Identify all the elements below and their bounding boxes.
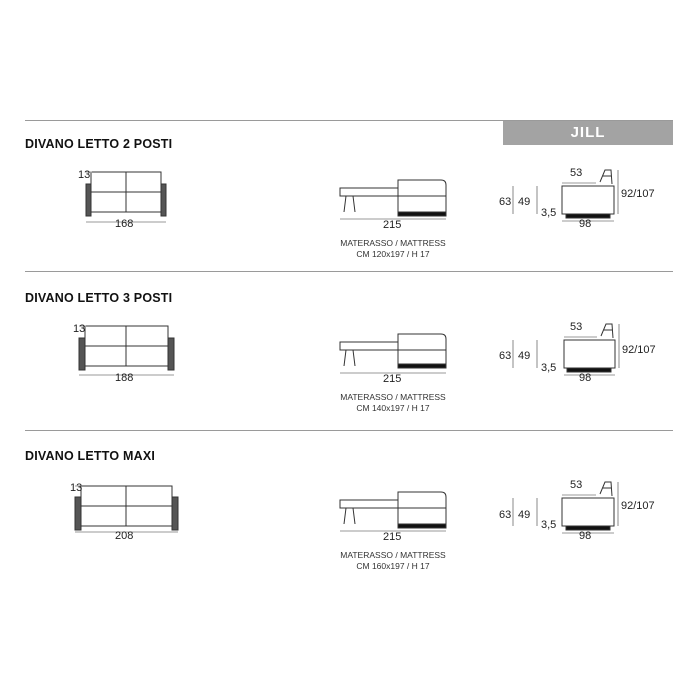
front-width-label: 208 xyxy=(115,530,134,542)
side-leg-label: 3,5 xyxy=(541,207,557,219)
sofa-open-side-view xyxy=(340,492,446,531)
front-width-label: 188 xyxy=(115,372,134,384)
side-depth-label: 98 xyxy=(579,218,592,230)
mattress-note xyxy=(328,392,458,414)
side-top-label: 53 xyxy=(570,321,583,333)
front-depth-label: 13 xyxy=(73,323,86,335)
side-depth-label: 98 xyxy=(579,530,592,542)
open-length-label: 215 xyxy=(383,373,402,385)
side-top-label: 53 xyxy=(570,167,583,179)
mattress-label: MATERASSO / MATTRESS xyxy=(340,392,446,402)
section-title: DIVANO LETTO 2 POSTI xyxy=(25,137,173,151)
side-headrest-label: 92/107 xyxy=(621,188,655,200)
sofa-open-side-view xyxy=(340,180,446,219)
side-seat-label: 49 xyxy=(518,196,531,208)
side-headrest-label: 92/107 xyxy=(622,344,656,356)
sofa-front-view xyxy=(75,486,178,532)
open-length-label: 215 xyxy=(383,219,402,231)
side-leg-label: 3,5 xyxy=(541,362,557,374)
mattress-size: CM 160x197 / H 17 xyxy=(356,561,430,571)
side-seat-label: 49 xyxy=(518,350,531,362)
front-depth-label: 13 xyxy=(70,482,83,494)
mattress-note xyxy=(328,238,458,260)
side-headrest-label: 92/107 xyxy=(621,500,655,512)
sofa-front-view xyxy=(79,326,174,375)
mattress-label: MATERASSO / MATTRESS xyxy=(340,550,446,560)
open-length-label: 215 xyxy=(383,531,402,543)
side-top-label: 53 xyxy=(570,479,583,491)
side-height-label: 63 xyxy=(499,509,512,521)
mattress-size: CM 140x197 / H 17 xyxy=(356,403,430,413)
section-title: DIVANO LETTO 3 POSTI xyxy=(25,291,173,305)
divider xyxy=(25,271,673,272)
side-depth-label: 98 xyxy=(579,372,592,384)
mattress-size: CM 120x197 / H 17 xyxy=(356,249,430,259)
side-height-label: 63 xyxy=(499,350,512,362)
sofa-side-profile xyxy=(513,482,618,533)
side-leg-label: 3,5 xyxy=(541,519,557,531)
front-depth-label: 13 xyxy=(78,169,91,181)
side-seat-label: 49 xyxy=(518,509,531,521)
section-title: DIVANO LETTO MAXI xyxy=(25,449,156,463)
sofa-open-side-view xyxy=(340,334,446,373)
divider xyxy=(25,430,673,431)
model-badge: JILL xyxy=(503,121,673,145)
sofa-front-view xyxy=(86,172,166,222)
mattress-note xyxy=(328,550,458,572)
mattress-label: MATERASSO / MATTRESS xyxy=(340,238,446,248)
front-width-label: 168 xyxy=(115,218,134,230)
side-height-label: 63 xyxy=(499,196,512,208)
